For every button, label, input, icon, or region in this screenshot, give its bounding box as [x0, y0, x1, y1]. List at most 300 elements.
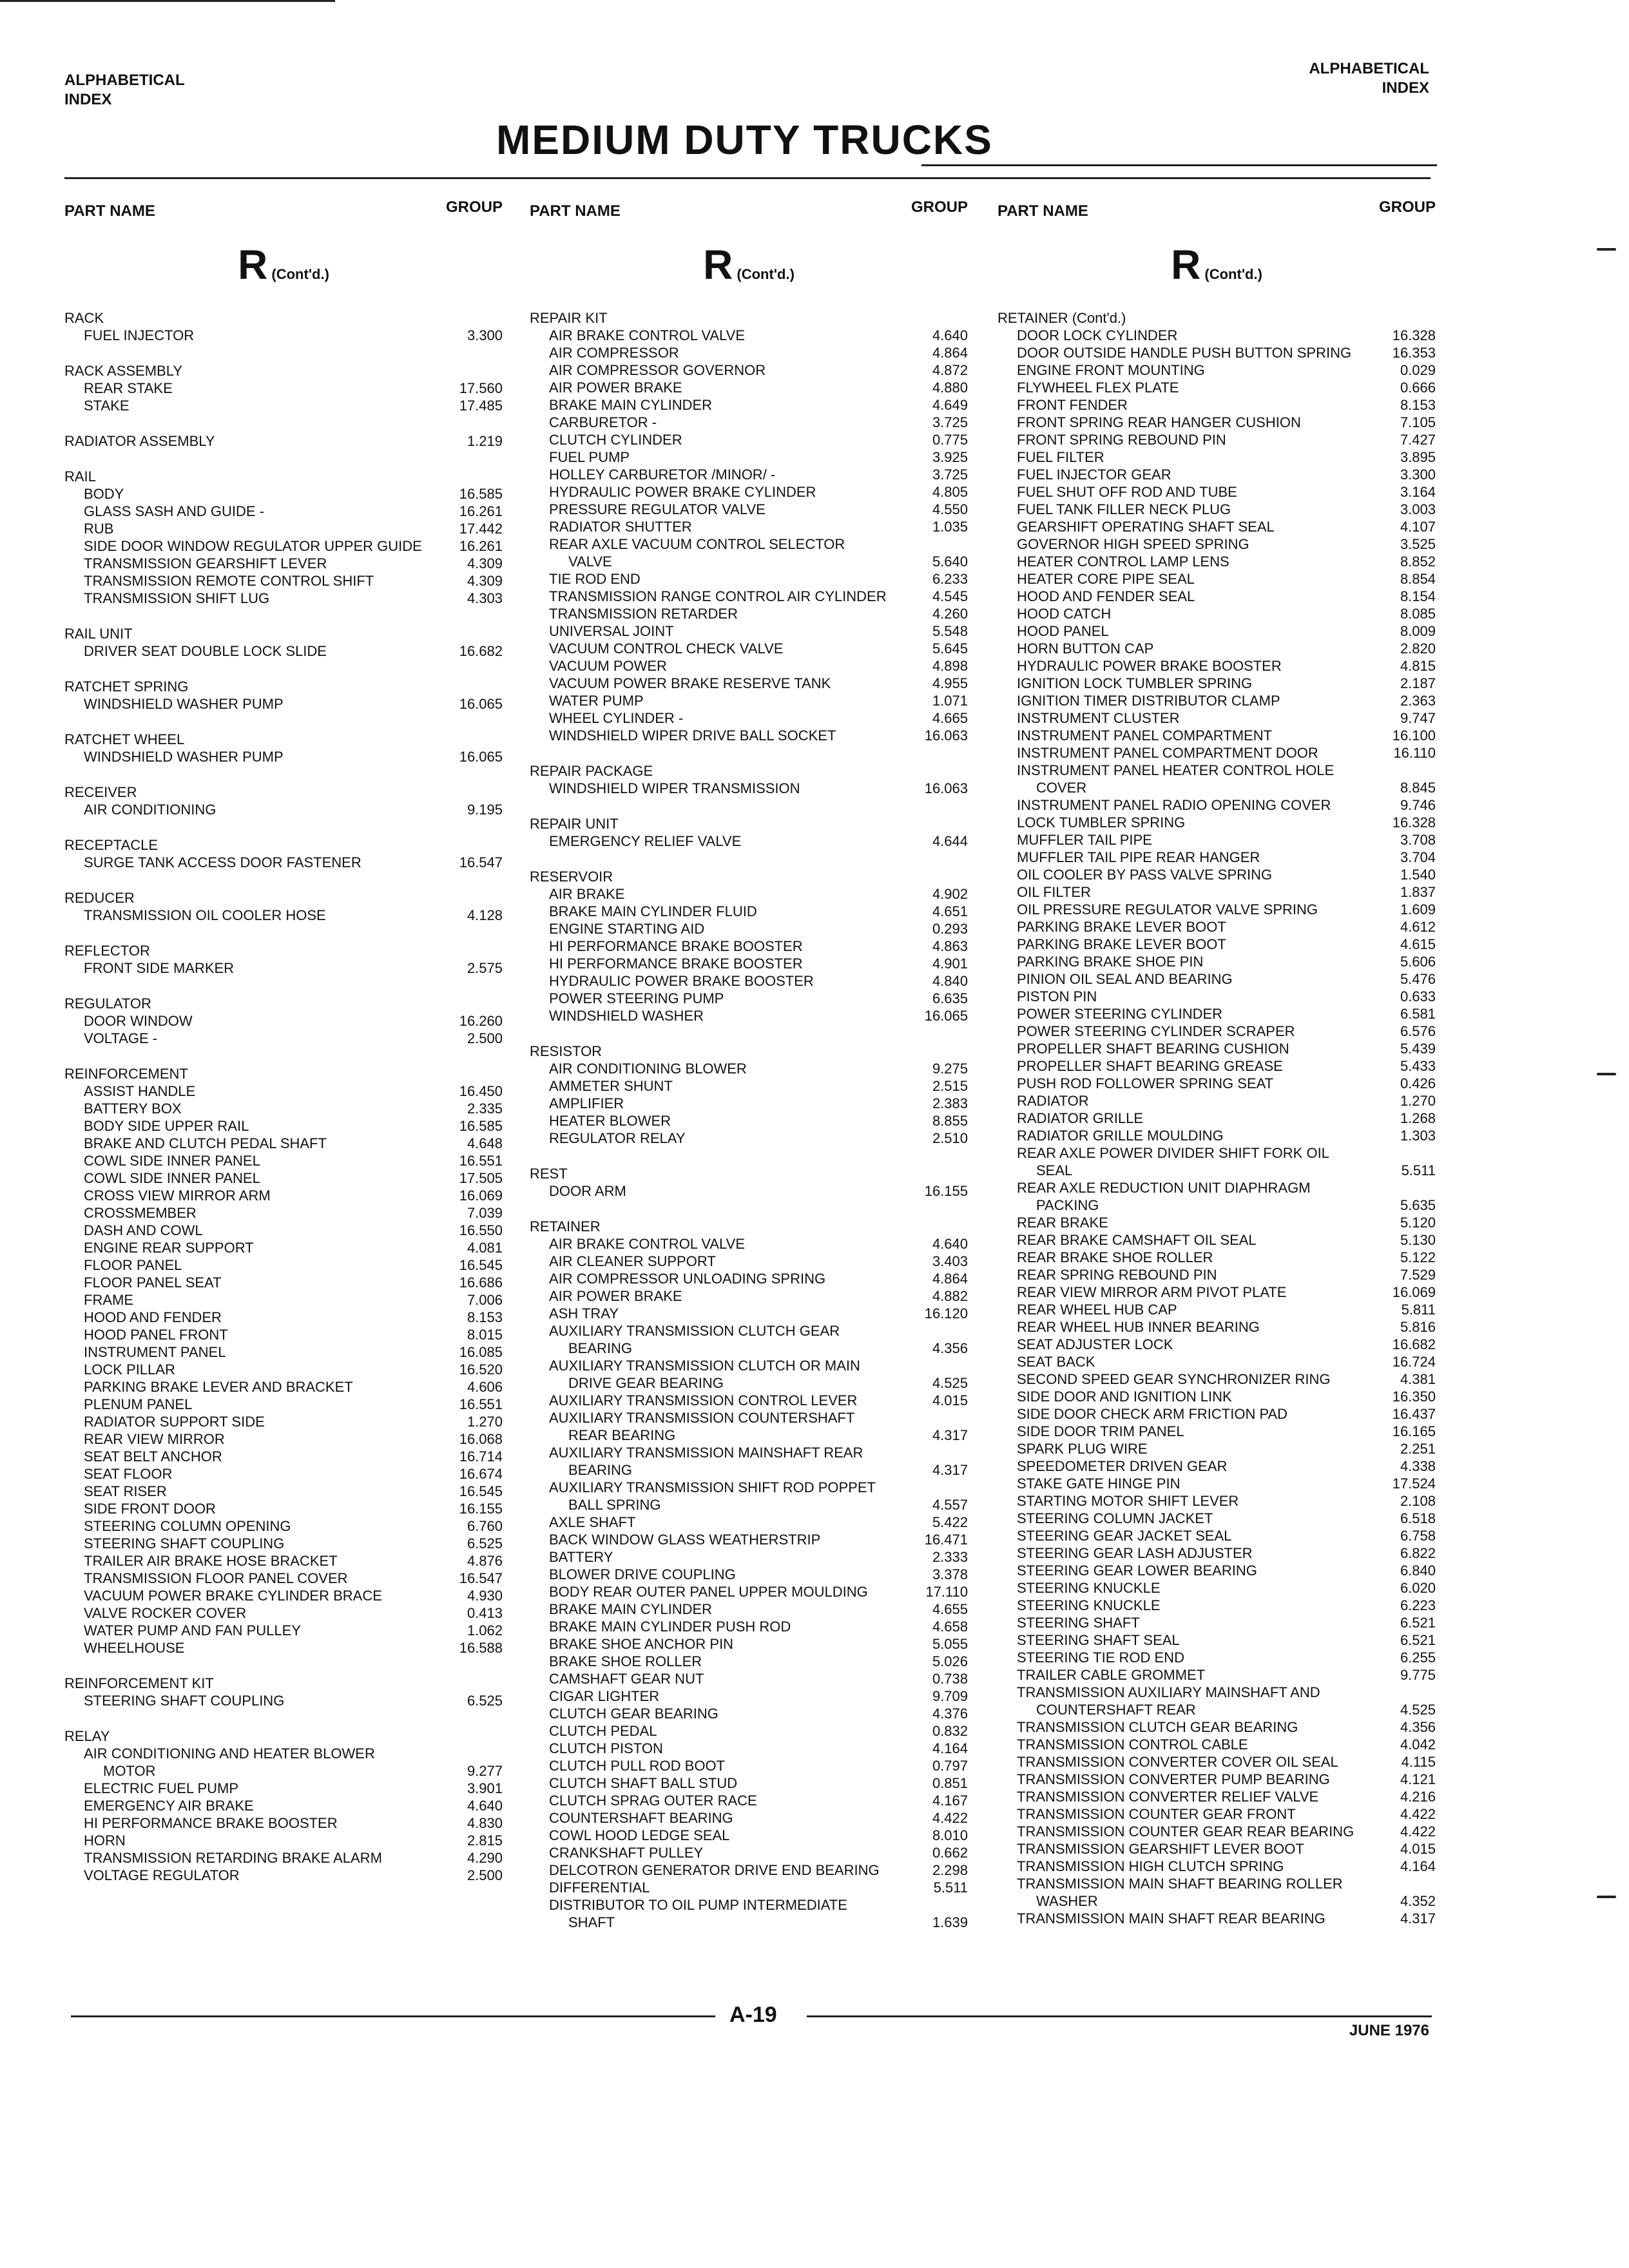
index-entry: [998, 1597, 1436, 1614]
part-name: FUEL TANK FILLER NECK PLUG: [1017, 501, 1231, 517]
header-left-line1: ALPHABETICAL: [64, 72, 185, 89]
group-number: [916, 1896, 968, 1914]
group-number: 1.609: [1400, 901, 1436, 918]
group-number: 2.510: [932, 1130, 968, 1146]
group-number: 5.439: [1400, 1041, 1436, 1057]
index-entry: [530, 780, 968, 797]
group-number: 1.270: [467, 1414, 503, 1430]
part-name: TRANSMISSION MAIN SHAFT REAR BEARING: [1017, 1910, 1325, 1927]
group-number: 4.901: [932, 956, 968, 972]
part-name: STEERING SHAFT COUPLING: [84, 1535, 285, 1552]
group-number: 16.065: [459, 749, 503, 765]
part-name: DASH AND COWL: [84, 1222, 203, 1238]
index-entry: [64, 380, 503, 397]
group-number: 16.545: [459, 1483, 503, 1499]
index-entry: [998, 1527, 1436, 1544]
part-name: AIR CONDITIONING: [84, 802, 217, 818]
group-number: 5.640: [932, 553, 968, 570]
group-number: 8.854: [1400, 571, 1436, 587]
index-entry: [64, 695, 503, 713]
part-name: REAR VIEW MIRROR ARM PIVOT PLATE: [1017, 1284, 1287, 1300]
part-name: FLOOR PANEL: [84, 1257, 182, 1273]
column-header: [64, 193, 503, 220]
index-entry: [64, 1849, 503, 1867]
index-entry: [64, 1012, 503, 1030]
part-name: HEATER BLOWER: [549, 1113, 671, 1129]
index-group: [530, 815, 968, 850]
index-heading-entry: [64, 468, 503, 485]
part-name: AIR CONDITIONING AND HEATER BLOWER: [84, 1745, 375, 1762]
group-number: 2.515: [932, 1078, 968, 1094]
index-entry: [998, 1127, 1436, 1144]
index-group: [530, 309, 968, 744]
part-name: SPARK PLUG WIRE: [1017, 1441, 1148, 1457]
group-number: [916, 309, 968, 327]
group-number: 9.275: [932, 1061, 968, 1077]
index-entry: [530, 1322, 968, 1340]
part-name: SPEEDOMETER DRIVEN GEAR: [1017, 1458, 1228, 1474]
index-entry: [998, 1057, 1436, 1075]
part-name: AUXILIARY TRANSMISSION CLUTCH OR MAIN: [549, 1358, 860, 1374]
index-heading-entry: [64, 1727, 503, 1745]
group-number: 5.120: [1400, 1215, 1436, 1231]
part-name: PARKING BRAKE SHOE PIN: [1017, 954, 1204, 970]
index-entry: [998, 1753, 1436, 1771]
index-entry: [530, 1340, 968, 1357]
part-name: WINDSHIELD WIPER DRIVE BALL SOCKET: [549, 727, 836, 744]
index-entry: [530, 570, 968, 588]
part-name: REDUCER: [64, 890, 135, 906]
index-entry: [530, 1427, 968, 1444]
part-name: EMERGENCY AIR BRAKE: [84, 1798, 254, 1814]
group-number: 1.219: [467, 433, 503, 449]
index-entry: [530, 1827, 968, 1844]
part-name: VACUUM CONTROL CHECK VALVE: [549, 640, 784, 657]
group-number: 4.525: [932, 1375, 968, 1391]
index-group: [64, 678, 503, 713]
group-number: 16.714: [459, 1448, 503, 1465]
index-entry: [64, 1413, 503, 1430]
entries-list: [530, 309, 968, 1931]
part-name: RETAINER: [530, 1218, 601, 1235]
part-name: COWL HOOD LEDGE SEAL: [549, 1827, 730, 1843]
index-entry: [530, 553, 968, 570]
group-number: 5.811: [1401, 1302, 1436, 1318]
group-number: [451, 995, 503, 1012]
group-number: [451, 309, 503, 327]
part-name: FUEL SHUT OFF ROD AND TUBE: [1017, 484, 1237, 500]
part-name: COWL SIDE INNER PANEL: [84, 1170, 260, 1186]
group-number: 7.105: [1400, 414, 1436, 430]
part-name: SECOND SPEED GEAR SYNCHRONIZER RING: [1017, 1371, 1331, 1387]
part-name: HEATER CONTROL LAMP LENS: [1017, 553, 1229, 570]
index-entry: [998, 570, 1436, 588]
part-name: HORN: [84, 1832, 126, 1849]
group-heading: GROUP: [1378, 198, 1436, 216]
index-column-3: [998, 193, 1436, 1946]
group-number: 4.640: [467, 1798, 503, 1814]
group-number: 5.645: [932, 640, 968, 657]
group-number: 4.864: [932, 1271, 968, 1287]
part-name: POWER STEERING CYLINDER: [1017, 1006, 1223, 1022]
group-number: 9.709: [932, 1688, 968, 1704]
part-name: INSTRUMENT PANEL COMPARTMENT DOOR: [1017, 745, 1318, 761]
part-name: STEERING SHAFT: [1017, 1615, 1140, 1631]
group-number: 4.876: [467, 1553, 503, 1569]
index-entry: [530, 1077, 968, 1095]
part-name: STEERING TIE ROD END: [1017, 1649, 1184, 1666]
group-number: [451, 836, 503, 854]
index-entry: [998, 814, 1436, 831]
part-name: AUXILIARY TRANSMISSION SHIFT ROD POPPET: [549, 1479, 876, 1495]
group-number: 16.065: [924, 1008, 968, 1024]
part-name: REAR VIEW MIRROR: [84, 1431, 225, 1447]
part-name: RACK ASSEMBLY: [64, 363, 182, 379]
part-name: INSTRUMENT PANEL RADIO OPENING COVER: [1017, 797, 1331, 813]
group-number: [451, 1065, 503, 1082]
part-name: TRANSMISSION CONVERTER PUMP BEARING: [1017, 1771, 1330, 1787]
index-entry: [530, 431, 968, 448]
part-name: VOLTAGE -: [84, 1030, 158, 1046]
index-entry: [64, 959, 503, 977]
part-name: REAR WHEEL HUB INNER BEARING: [1017, 1319, 1260, 1335]
index-entry: [64, 748, 503, 765]
group-number: [451, 1727, 503, 1745]
index-entry: [64, 1309, 503, 1326]
index-entry: [530, 1531, 968, 1548]
part-name: BRAKE MAIN CYLINDER: [549, 1601, 713, 1617]
column-header: [530, 193, 968, 220]
part-name: DIFFERENTIAL: [549, 1879, 650, 1896]
index-entry: [998, 692, 1436, 709]
index-entry: [530, 1374, 968, 1392]
group-number: 16.110: [1393, 745, 1436, 761]
index-entry: [64, 642, 503, 660]
group-number: 5.511: [933, 1879, 968, 1896]
part-name: DOOR OUTSIDE HANDLE PUSH BUTTON SPRING: [1017, 345, 1352, 361]
index-entry: [64, 590, 503, 607]
index-entry: [998, 588, 1436, 605]
group-number: 0.029: [1400, 362, 1436, 378]
index-entry: [530, 903, 968, 920]
index-entry: [530, 1461, 968, 1479]
index-entry: [998, 727, 1436, 744]
index-entry: [530, 1896, 968, 1914]
part-name: AMMETER SHUNT: [549, 1078, 673, 1094]
section-letter: [998, 241, 1436, 289]
index-entry: [530, 1060, 968, 1077]
index-entry: [530, 1914, 968, 1931]
group-number: 8.015: [467, 1327, 503, 1343]
part-name: REINFORCEMENT: [64, 1066, 188, 1082]
group-number: 3.525: [1400, 536, 1436, 552]
index-entry: [998, 831, 1436, 849]
part-name: ASH TRAY: [549, 1305, 619, 1321]
part-name: RADIATOR GRILLE: [1017, 1110, 1144, 1126]
index-entry: [530, 518, 968, 535]
group-number: 4.015: [932, 1392, 968, 1408]
index-entry: [530, 955, 968, 972]
part-name: RECEPTACLE: [64, 837, 159, 853]
part-name: STEERING SHAFT COUPLING: [84, 1693, 285, 1709]
index-entry: [998, 1370, 1436, 1388]
index-entry: [530, 379, 968, 396]
group-number: 2.335: [467, 1100, 503, 1117]
index-entry: [998, 1162, 1436, 1179]
index-entry: [64, 1117, 503, 1135]
group-number: 1.540: [1400, 867, 1436, 883]
part-name: BEARING: [568, 1462, 633, 1478]
group-number: 4.640: [932, 327, 968, 343]
group-number: 16.686: [459, 1274, 503, 1291]
entries-list: [64, 309, 503, 1884]
index-entry: [998, 1353, 1436, 1370]
title-rule: [921, 164, 1437, 166]
index-entry: [530, 1653, 968, 1670]
part-name: TRANSMISSION RETARDING BRAKE ALARM: [84, 1850, 382, 1866]
group-number: 4.955: [932, 675, 968, 691]
index-group: [64, 468, 503, 607]
part-name: TRANSMISSION RETARDER: [549, 606, 738, 622]
part-name: RUB: [84, 521, 114, 537]
group-number: 6.223: [1400, 1597, 1436, 1613]
part-name: FRONT SPRING REAR HANGER CUSHION: [1017, 414, 1301, 430]
page-number: A-19: [729, 2003, 777, 2027]
part-name: AIR POWER BRAKE: [549, 380, 682, 396]
part-name: CRANKSHAFT PULLEY: [549, 1845, 704, 1861]
index-heading-entry: [64, 678, 503, 695]
index-entry: [530, 501, 968, 518]
index-entry: [64, 1797, 503, 1814]
group-number: [1384, 309, 1436, 327]
part-name: PACKING: [1036, 1197, 1099, 1213]
group-heading: GROUP: [911, 198, 968, 216]
part-name: VACUUM POWER BRAKE RESERVE TANK: [549, 675, 831, 691]
index-heading-entry: [64, 362, 503, 380]
group-number: [1384, 1144, 1436, 1162]
group-number: 16.585: [459, 1118, 503, 1134]
index-entry: [530, 1879, 968, 1896]
index-entry: [64, 1082, 503, 1100]
index-entry: [998, 1666, 1436, 1684]
group-number: [451, 468, 503, 485]
group-number: 17.524: [1392, 1475, 1436, 1492]
index-group: [64, 309, 503, 344]
group-number: 4.898: [932, 658, 968, 674]
index-entry: [530, 1635, 968, 1653]
part-name: HI PERFORMANCE BRAKE BOOSTER: [84, 1815, 338, 1831]
part-name: BALL SPRING: [568, 1497, 661, 1513]
group-number: 16.551: [459, 1396, 503, 1412]
index-heading-entry: [530, 1165, 968, 1182]
group-number: 4.422: [1400, 1823, 1436, 1840]
index-group: [530, 762, 968, 797]
part-name: EMERGENCY RELIEF VALVE: [549, 833, 742, 849]
index-entry: [64, 854, 503, 871]
index-entry: [530, 1861, 968, 1879]
part-name: VALVE: [568, 553, 612, 570]
part-name: BRAKE MAIN CYLINDER FLUID: [549, 903, 757, 919]
part-name: SEAT RISER: [84, 1483, 167, 1499]
part-name: LOCK TUMBLER SPRING: [1017, 814, 1186, 831]
part-name: GOVERNOR HIGH SPEED SPRING: [1017, 536, 1249, 552]
index-entry: [998, 988, 1436, 1005]
part-name: UNIVERSAL JOINT: [549, 623, 674, 639]
group-number: 4.545: [932, 588, 968, 604]
part-name: BRAKE MAIN CYLINDER: [549, 397, 713, 413]
group-number: 16.328: [1392, 327, 1436, 343]
part-name: REPAIR UNIT: [530, 816, 619, 832]
group-number: 4.863: [932, 938, 968, 954]
index-entry: [64, 1448, 503, 1465]
group-number: 3.901: [467, 1780, 503, 1796]
index-heading-entry: [530, 868, 968, 885]
part-name: AXLE SHAFT: [549, 1514, 636, 1530]
group-number: 4.081: [467, 1240, 503, 1256]
part-name: SEAT ADJUSTER LOCK: [1017, 1336, 1173, 1352]
group-number: 0.666: [1400, 380, 1436, 396]
group-number: [916, 1479, 968, 1496]
group-number: 2.820: [1400, 640, 1436, 657]
index-entry: [998, 431, 1436, 448]
part-name: BACK WINDOW GLASS WEATHERSTRIP: [549, 1532, 821, 1548]
group-number: 6.255: [1400, 1649, 1436, 1666]
part-name: SHAFT: [568, 1914, 615, 1930]
index-heading-entry: [64, 889, 503, 907]
part-name: AMPLIFIER: [549, 1095, 624, 1111]
part-name: RADIATOR SUPPORT SIDE: [84, 1414, 265, 1430]
part-name: ENGINE REAR SUPPORT: [84, 1240, 254, 1256]
part-name: MOTOR: [103, 1763, 156, 1779]
group-number: 2.363: [1400, 693, 1436, 709]
footer-date: JUNE 1976: [1349, 2022, 1429, 2039]
part-name: REAR BRAKE CAMSHAFT OIL SEAL: [1017, 1232, 1257, 1248]
part-name: MUFFLER TAIL PIPE REAR HANGER: [1017, 849, 1260, 865]
index-entry: [998, 1805, 1436, 1823]
index-heading-entry: [64, 1675, 503, 1692]
part-name: HOOD CATCH: [1017, 606, 1112, 622]
group-number: 16.069: [459, 1187, 503, 1204]
group-number: 3.403: [932, 1253, 968, 1269]
part-name: RADIATOR: [1017, 1093, 1089, 1109]
group-number: 9.775: [1400, 1667, 1436, 1683]
section-continued: (Cont'd.): [737, 266, 795, 282]
index-group: [64, 942, 503, 977]
index-entry: [64, 1239, 503, 1256]
group-number: 17.110: [925, 1584, 968, 1600]
index-entry: [64, 1187, 503, 1204]
group-number: 4.115: [1401, 1754, 1436, 1770]
part-name: REINFORCEMENT KIT: [64, 1675, 214, 1691]
part-name: STARTING MOTOR SHIFT LEVER: [1017, 1493, 1239, 1509]
part-name: BATTERY BOX: [84, 1100, 182, 1117]
index-group: [530, 868, 968, 1024]
index-group: [64, 995, 503, 1047]
group-number: 4.640: [932, 1236, 968, 1252]
part-name: WASHER: [1036, 1893, 1098, 1909]
index-entry: [64, 1535, 503, 1552]
index-entry: [64, 1326, 503, 1343]
group-number: 5.635: [1400, 1197, 1436, 1213]
index-entry: [998, 1875, 1436, 1892]
part-name: OIL COOLER BY PASS VALVE SPRING: [1017, 867, 1273, 883]
group-number: 5.130: [1400, 1232, 1436, 1248]
part-name: FLYWHEEL FLEX PLATE: [1017, 380, 1179, 396]
index-entry: [530, 361, 968, 379]
index-entry: [998, 936, 1436, 953]
part-name: CLUTCH GEAR BEARING: [549, 1706, 718, 1722]
group-number: 3.164: [1400, 484, 1436, 500]
index-entry: [998, 657, 1436, 675]
index-entry: [530, 1444, 968, 1461]
index-entry: [64, 1500, 503, 1517]
index-entry: [998, 501, 1436, 518]
index-entry: [530, 1600, 968, 1618]
index-entry: [64, 520, 503, 537]
group-number: 16.437: [1392, 1406, 1436, 1422]
index-entry: [530, 605, 968, 622]
group-number: 0.738: [932, 1671, 968, 1687]
group-number: 4.880: [932, 380, 968, 396]
part-name: TRANSMISSION GEARSHIFT LEVER BOOT: [1017, 1841, 1304, 1857]
index-entry: [530, 832, 968, 850]
group-number: 16.260: [459, 1013, 503, 1029]
index-entry: [530, 483, 968, 501]
group-number: 16.588: [459, 1640, 503, 1656]
index-entry: [530, 1583, 968, 1600]
part-name: GLASS SASH AND GUIDE -: [84, 503, 264, 519]
index-entry: [998, 1544, 1436, 1562]
index-group: [64, 432, 503, 450]
group-number: 16.450: [459, 1083, 503, 1099]
index-entry: [530, 622, 968, 640]
group-number: [916, 1444, 968, 1461]
part-name: VACUUM POWER: [549, 658, 667, 674]
part-name: AIR BRAKE CONTROL VALVE: [549, 327, 746, 343]
part-name: HOOD AND FENDER: [84, 1309, 222, 1325]
index-entry: [530, 1792, 968, 1809]
index-heading-entry: [64, 432, 503, 450]
part-name: CROSSMEMBER: [84, 1205, 197, 1221]
group-number: 4.815: [1400, 658, 1436, 674]
part-name: HYDRAULIC POWER BRAKE BOOSTER: [549, 973, 814, 989]
index-entry: [998, 622, 1436, 640]
group-number: 0.662: [932, 1845, 968, 1861]
group-number: 17.560: [459, 380, 503, 396]
part-name: SIDE DOOR WINDOW REGULATOR UPPER GUIDE: [84, 538, 422, 554]
group-number: 1.639: [932, 1914, 968, 1930]
part-name: DOOR LOCK CYLINDER: [1017, 327, 1178, 343]
part-name: TRANSMISSION OIL COOLER HOSE: [84, 907, 326, 923]
group-number: [916, 1165, 968, 1182]
index-group: [64, 625, 503, 660]
part-name: SURGE TANK ACCESS DOOR FASTENER: [84, 854, 361, 870]
group-number: 16.520: [459, 1361, 503, 1378]
index-entry: [998, 849, 1436, 866]
part-name: TRANSMISSION REMOTE CONTROL SHIFT: [84, 573, 374, 589]
part-name: TRANSMISSION RANGE CONTROL AIR CYLINDER: [549, 588, 887, 604]
part-name: SEAT BACK: [1017, 1354, 1095, 1370]
group-number: 4.352: [1400, 1893, 1436, 1909]
index-entry: [64, 1135, 503, 1152]
index-entry: [998, 1492, 1436, 1510]
index-entry: [530, 1270, 968, 1287]
page-title: MEDIUM DUTY TRUCKS: [496, 117, 993, 163]
index-entry: [998, 1110, 1436, 1127]
part-name: TIE ROD END: [549, 571, 641, 587]
index-heading-entry: [64, 309, 503, 327]
part-name: STEERING SHAFT SEAL: [1017, 1632, 1180, 1648]
